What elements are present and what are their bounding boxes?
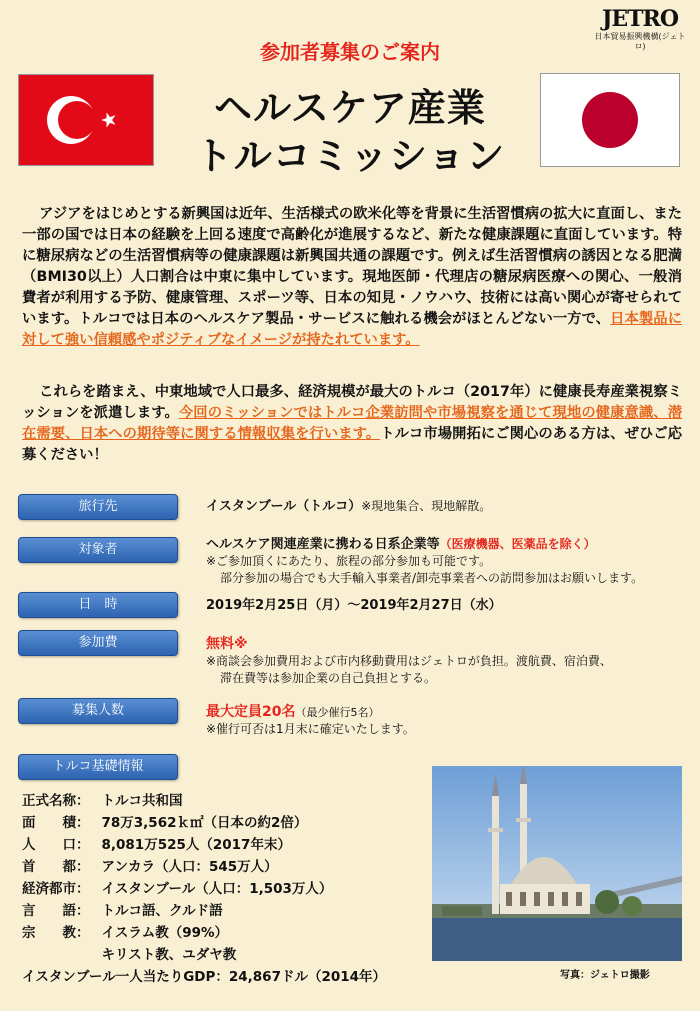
intro-paragraph-1: アジアをはじめとする新興国は近年、生活様式の欧米化等を背景に生活習慣病の拡大に直面し、また一部の国では日本の経験を上回る速度で高齢化が進展するなど、新たな健康課題に直面しています。特に糖尿病などの生活習慣病等の健康課題は新興国共通の課題です。例えば生活習慣病の誘因となる肥満（BMI30以上）人口割合は中東に集中しています。現地医師・代理店の糖尿病医療への関心、一般消費者が利用する予防、健康管理、スポーツ等、日本の知見・ノウハウ、技術には高い関心が寄せられています。トルコでは日本のヘルスケア製品・サービスに触れる機会がほとんどない一方で、日本製品に対して強い信頼感やポジティブなイメージが持たれています。 <box>22 206 682 348</box>
intro-highlight-2: 今回のミッションではトルコ企業訪問や市場視察を通じて現地の健康意識、潜在需要、日本への期待等に関する情報収集を行います。 <box>22 405 682 442</box>
mosque-photo <box>432 766 682 961</box>
country-info-table <box>22 790 332 966</box>
target-value: ヘルスケア関連産業に携わる日系企業等（医療機器、医薬品を除く） ※ご参加頂くにあたり、旅程の部分参加も可能です。 部分参加の場合でも大手輸入事業者/卸売事業者への訪問参加はお願いします。 <box>206 537 644 585</box>
country-info-value: キリスト教、ユダヤ教 <box>101 947 237 963</box>
country-info-value: イスラム教（99%） <box>101 925 229 941</box>
country-info-value: イスタンブール（人口：1,503万人） <box>101 881 333 897</box>
intro-highlight-1: 日本製品に対して強い信頼感やポジティブなイメージが持たれています。 <box>22 311 682 348</box>
date-label: 日 時 <box>18 592 178 618</box>
basic-info-label: トルコ基礎情報 <box>18 754 178 780</box>
target-label: 対象者 <box>18 537 178 563</box>
jetro-logo: JETRO 日本貿易振興機構(ジェトロ) <box>594 6 686 51</box>
country-info-value: トルコ共和国 <box>101 793 183 809</box>
country-info-row <box>22 900 332 922</box>
date-value: 2019年2月25日（月）～2019年2月27日（水） <box>206 598 502 613</box>
capacity-value: 最大定員20名（最少催行5名） ※催行可否は1月末に確定いたします。 <box>206 704 415 736</box>
gdp-line: イスタンブール一人当たりGDP：24,867ドル（2014年） <box>22 969 387 985</box>
country-info-row <box>22 812 332 834</box>
country-info-row <box>22 856 332 878</box>
country-info-value: 8,081万525人（2017年末） <box>101 837 291 853</box>
country-info-key <box>22 944 102 966</box>
country-info-key: 人 口： <box>22 837 90 853</box>
destination-label: 旅行先 <box>18 494 178 520</box>
country-info-row <box>22 834 332 856</box>
photo-caption: 写真：ジェトロ撮影 <box>560 970 650 981</box>
fee-label: 参加費 <box>18 630 178 656</box>
fee-value: 無料※ ※商談会参加費用および市内移動費用はジェトロが負担。渡航費、宿泊費、 滞在費等は参加企業の自己負担とする。 <box>206 636 612 685</box>
destination-value: イスタンブール（トルコ）※現地集合、現地解散。 <box>206 499 492 514</box>
country-info-row <box>22 878 332 900</box>
country-info-key: 正式名称： <box>22 793 90 809</box>
country-info-row <box>22 922 332 944</box>
country-info-value: アンカラ（人口：545万人） <box>101 859 278 875</box>
header-subtitle: 参加者募集のご案内 <box>260 40 440 64</box>
country-info-key: 首 都： <box>22 859 90 875</box>
capacity-label: 募集人数 <box>18 698 178 724</box>
country-info-key: 経済都市： <box>22 881 90 897</box>
country-info-key: 言 語： <box>22 903 90 919</box>
country-info-value: 78万3,562ｋ㎡（日本の約2倍） <box>101 815 308 831</box>
country-info-row <box>22 790 332 812</box>
country-info-key: 宗 教： <box>22 925 90 941</box>
country-info-row <box>22 944 332 966</box>
country-info-key: 面 積： <box>22 815 90 831</box>
country-info-value: トルコ語、クルド語 <box>101 903 223 919</box>
intro-paragraph-2: これらを踏まえ、中東地域で人口最多、経済規模が最大のトルコ（2017年）に健康長寿産業視察ミッションを派遣します。今回のミッションではトルコ企業訪問や市場視察を通じて現地の健康意識、潜在需要、日本への期待等に関する情報収集を行います。トルコ市場開拓にご関心のある方は、ぜひご応募ください！ <box>22 384 682 463</box>
page-title: ヘルスケア産業 トルコミッション <box>194 86 506 178</box>
